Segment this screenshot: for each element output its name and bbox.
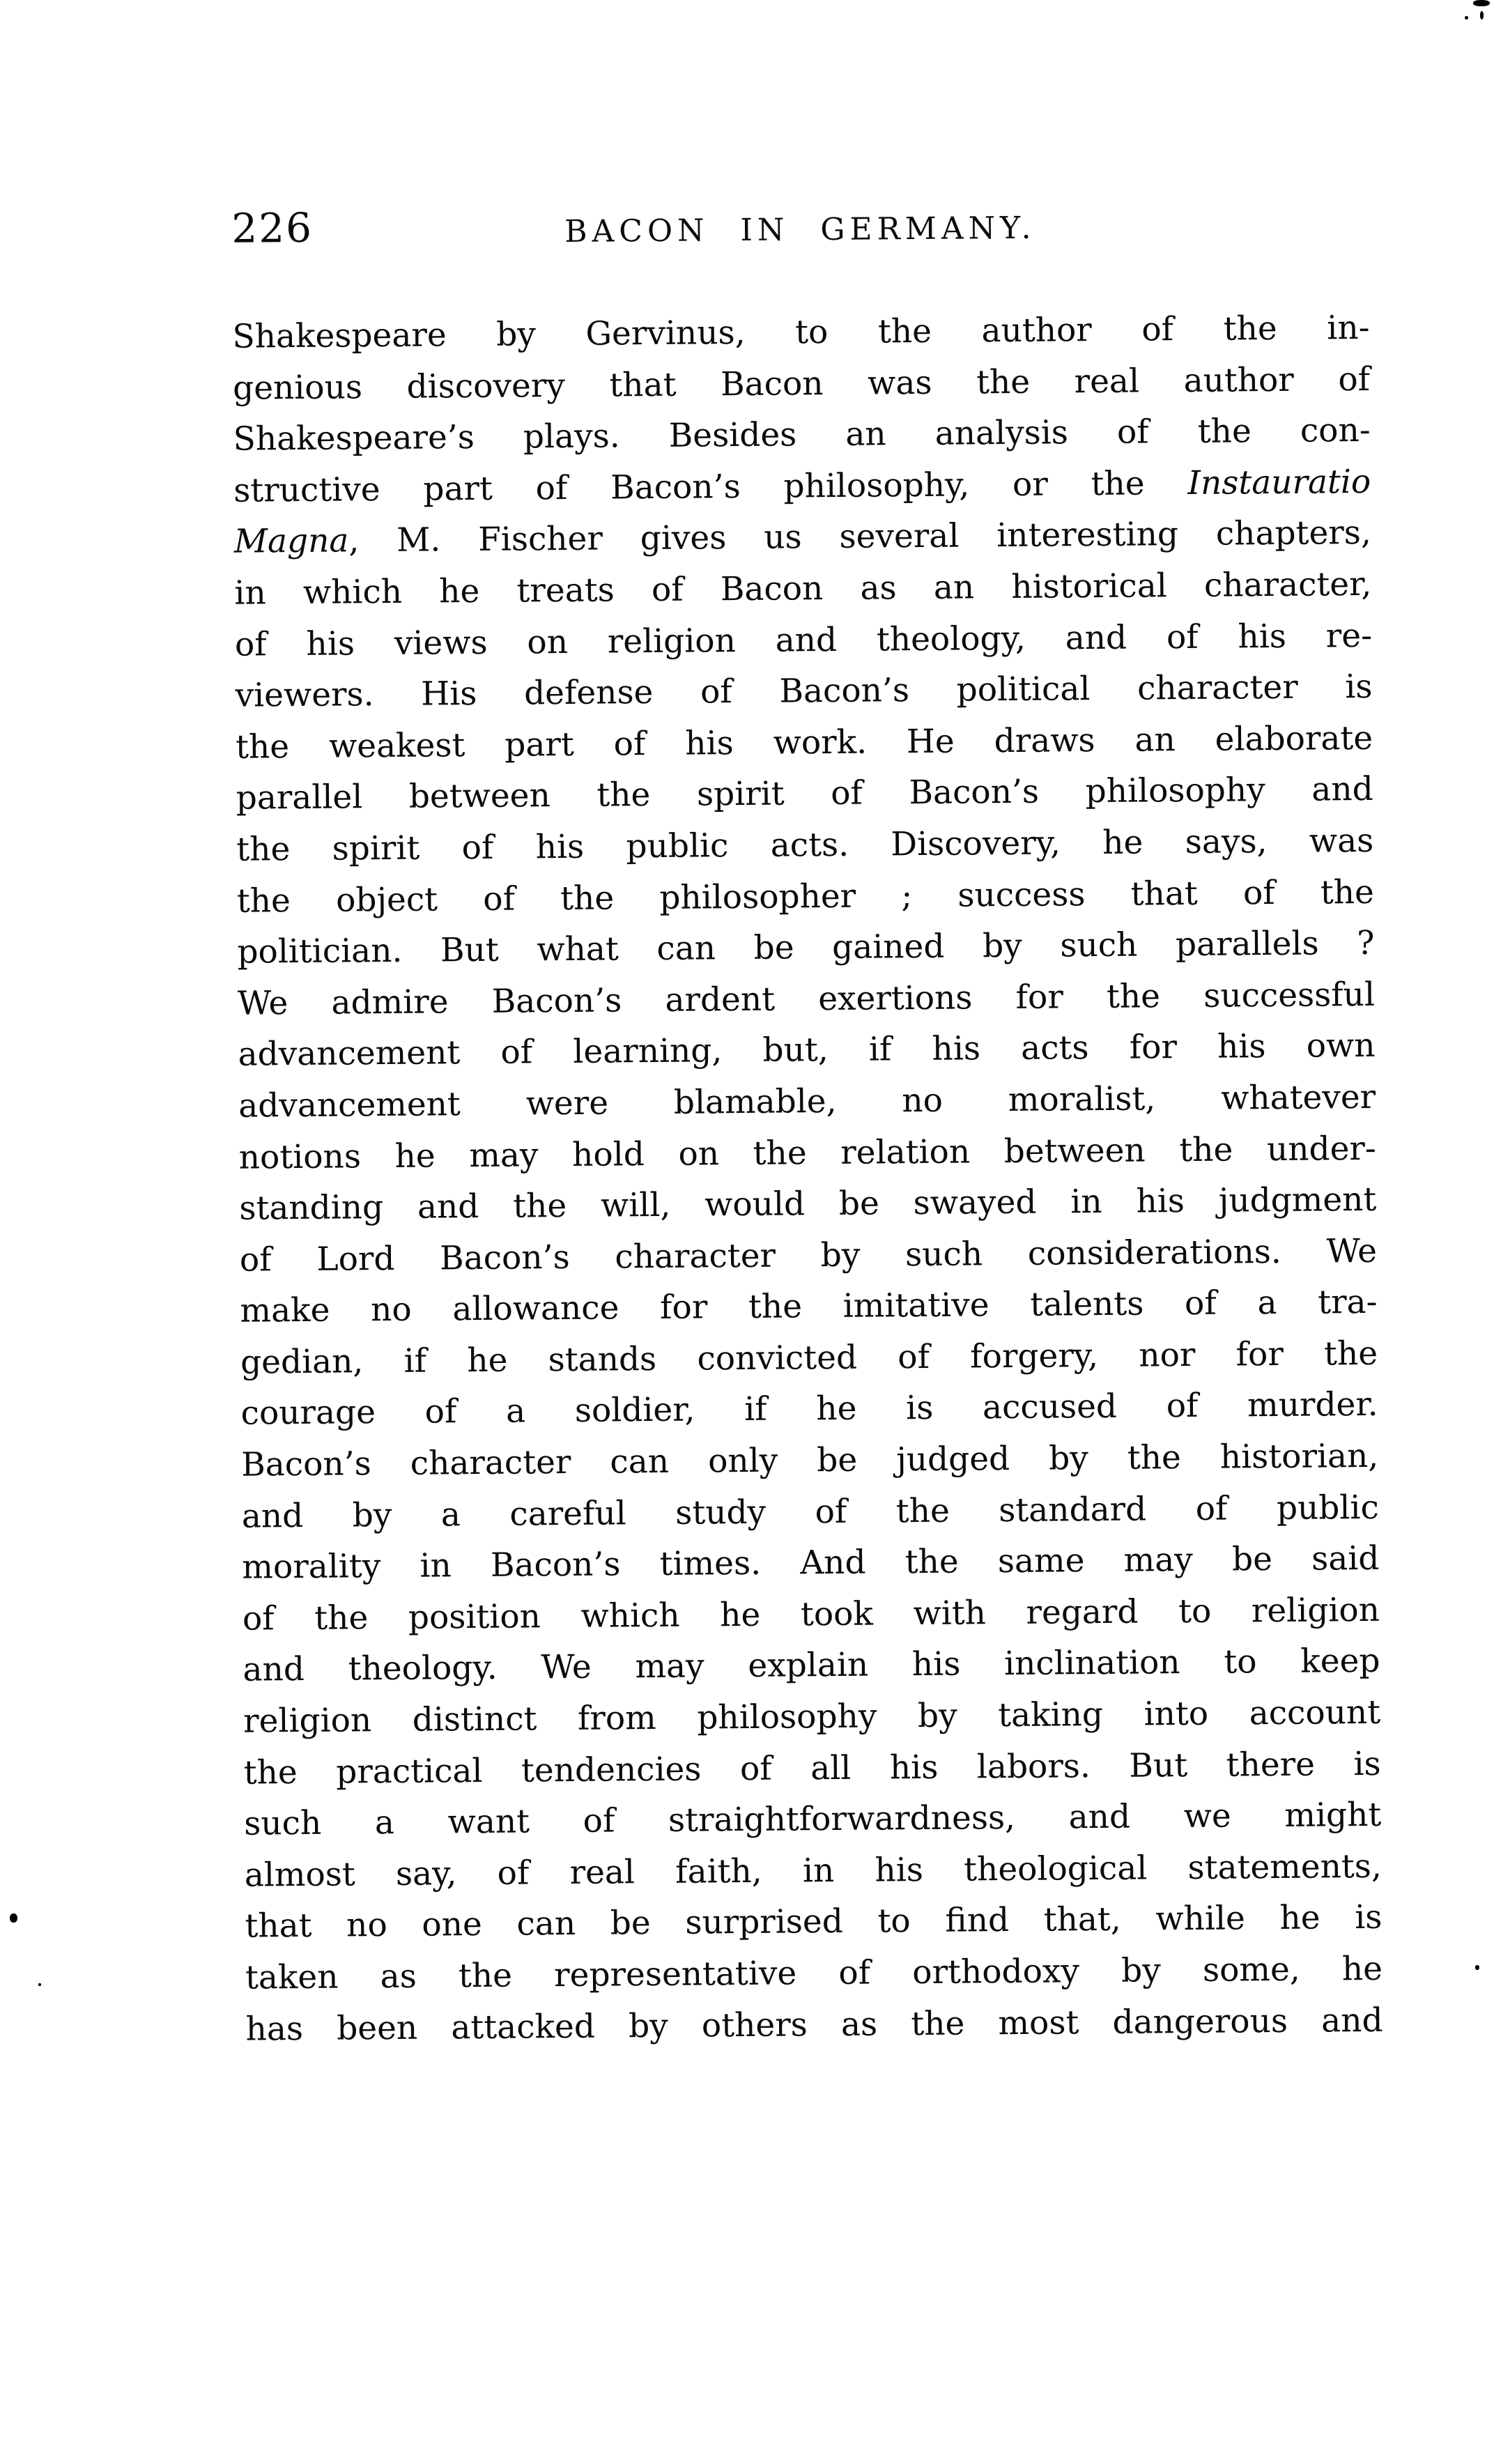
text-line: religion distinct from philosophy by taking into account (242, 1693, 1381, 1741)
text-line: and by a careful study of the standard of public (241, 1488, 1379, 1536)
text-line: advancement were blamable, no moralist, whatever (238, 1077, 1376, 1125)
text-line: Shakespeare by Gervinus, to the author of the in- (232, 308, 1370, 356)
scan-artifact (38, 1983, 41, 1986)
text-line: of the position which he took with regard to religion (242, 1590, 1380, 1638)
scan-artifact (1465, 16, 1468, 20)
text-line: Magna, M. Fischer gives us several interesting chapters, (233, 514, 1372, 562)
page-number: 226 (231, 203, 314, 252)
text-line: Shakespeare’s plays. Besides an analysis of the con- (233, 411, 1371, 459)
text-line: standing and the will, would be swayed in his judgment (239, 1180, 1377, 1228)
text-line: of his views on religion and theology, and of his re- (234, 616, 1373, 664)
text-line: and theology. We may explain his inclination to keep (242, 1642, 1380, 1690)
scan-artifact (1473, 0, 1490, 6)
text-line: structive part of Bacon’s philosophy, or the Instauratio (233, 462, 1371, 510)
text-line: the practical tendencies of all his labors. But there is (243, 1744, 1381, 1792)
scan-artifact (1475, 1965, 1479, 1970)
running-header: BACON IN GERMANY. (564, 210, 1036, 250)
text-line: such a want of straightforwardness, and we might (244, 1796, 1382, 1843)
text-line: in which he treats of Bacon as an historical character, (234, 564, 1372, 613)
text-line: has been attacked by others as the most dangerous and (245, 2001, 1383, 2049)
text-line: the object of the philosopher ; success that of the (236, 872, 1375, 921)
text-line: taken as the representative of orthodoxy by some, he (245, 1949, 1383, 1997)
text-line: parallel between the spirit of Bacon’s philosophy and (236, 770, 1373, 818)
text-line: the spirit of his public acts. Discovery, he says, was (236, 821, 1374, 869)
text-line: that no one can be surprised to find that, while he is (245, 1898, 1383, 1946)
text-line: genious discovery that Bacon was the real author of (232, 360, 1371, 408)
text-line: courage of a soldier, if he is accused of murder. (240, 1385, 1378, 1433)
text-line: morality in Bacon’s times. And the same may be said (242, 1539, 1380, 1587)
text-line: almost say, of real faith, in his theological statements, (244, 1847, 1383, 1895)
text-line: the weakest part of his work. He draws an elaborate (235, 718, 1373, 767)
text-line: advancement of learning, but, if his acts for his own (238, 1026, 1376, 1075)
text-line: Bacon’s character can only be judged by the historian, (241, 1436, 1379, 1484)
text-line: of Lord Bacon’s character by such considerations. We (239, 1231, 1378, 1279)
body-text (232, 302, 1383, 2055)
text-line: We admire Bacon’s ardent exertions for the successful (237, 975, 1376, 1023)
text-line: make no allowance for the imitative talents of a tra- (240, 1283, 1378, 1330)
scan-artifact (10, 1914, 17, 1923)
scan-artifact (1480, 11, 1484, 20)
text-line: gedian, if he stands convicted of forgery, nor for the (240, 1334, 1378, 1382)
text-line: politician. But what can be gained by such parallels ? (237, 924, 1375, 971)
text-line: viewers. His defense of Bacon’s political character is (235, 668, 1373, 715)
text-line: notions he may hold on the relation between the under- (238, 1129, 1376, 1177)
